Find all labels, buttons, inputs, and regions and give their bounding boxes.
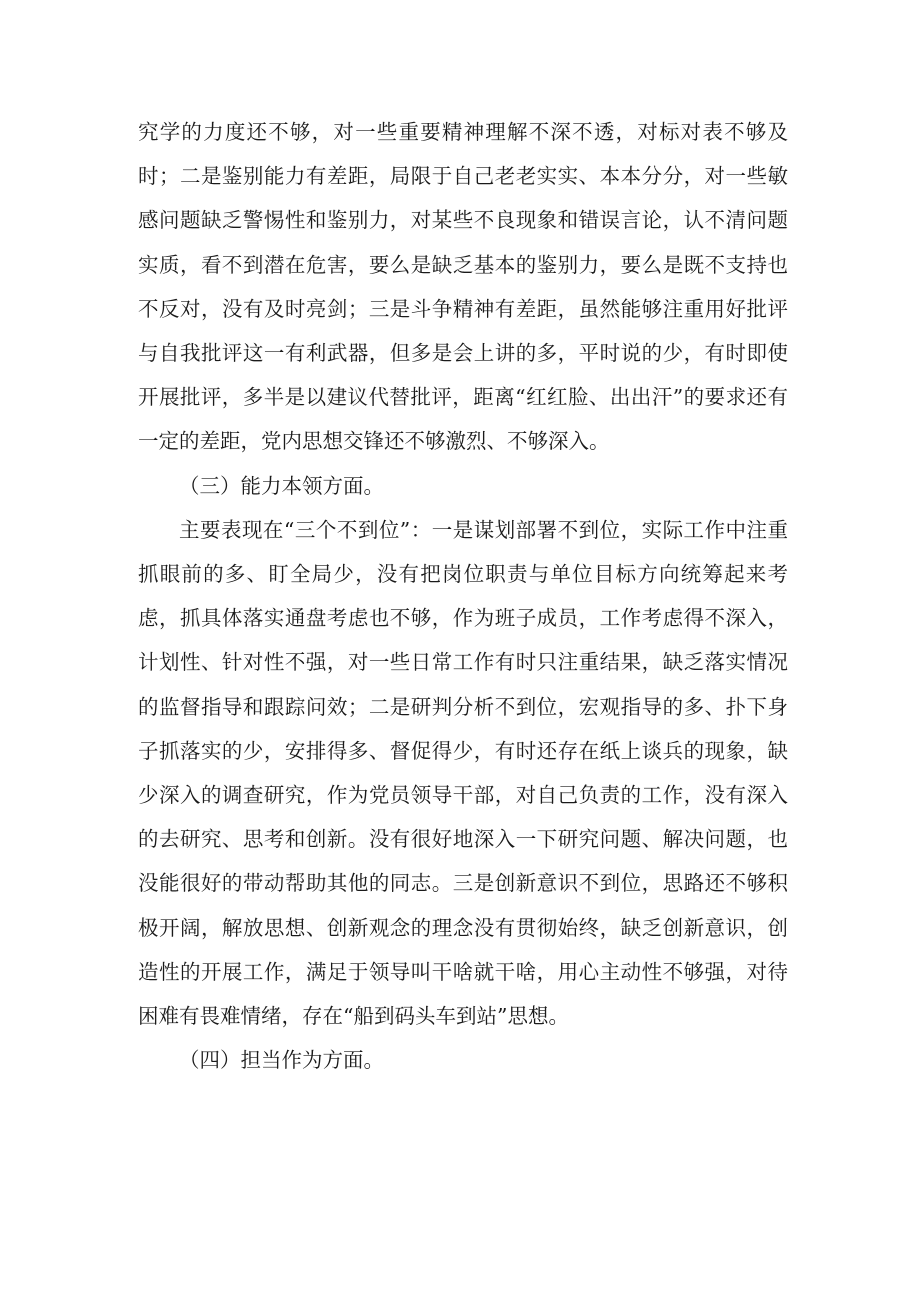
paragraph-continuation: 究学的力度还不够，对一些重要精神理解不深不透，对标对表不够及时；二是鉴别能力有差距，局限于自己老老实实、本本分分，对一些敏感问题缺乏警惕性和鉴别力，对某些不良现象和错误言论，认不清问题实质，看不到潜在危害，要么是缺乏基本的鉴别力，要么是既不支持也不反对，没有及时亮剑；三是斗争精神有差距，虽然能够注重用好批评与自我批评这一有利武器，但多是会上讲的多，平时说的少，有时即使开展批评，多半是以建议代替批评，距离“红红脸、出出汗”的要求还有一定的差距，党内思想交锋还不够激烈、不够深入。 bbox=[138, 120, 788, 454]
document-body bbox=[138, 110, 788, 1082]
section-heading-responsibility: （四）担当作为方面。 bbox=[179, 1048, 384, 1073]
paragraph-ability-body: 主要表现在“三个不到位”：一是谋划部署不到位，实际工作中注重抓眼前的多、盯全局少，没有把岗位职责与单位目标方向统筹起来考虑，抓具体落实通盘考虑也不够，作为班子成员，工作考虑得不深入，计划性、针对性不强，对一些日常工作有时只注重结果，缺乏落实情况的监督指导和跟踪问效；二是研判分析不到位，宏观指导的多、扑下身子抓落实的少，安排得多、督促得少，有时还存在纸上谈兵的现象，缺少深入的调查研究，作为党员领导干部，对自己负责的工作，没有深入的去研究、思考和创新。没有很好地深入一下研究问题、解决问题，也没能很好的带动帮助其他的同志。三是创新意识不到位，思路还不够积极开阔，解放思想、创新观念的理念没有贯彻始终，缺乏创新意识，创造性的开展工作，满足于领导叫干啥就干啥，用心主动性不够强，对待困难有畏难情绪，存在“船到码头车到站”思想。 bbox=[138, 517, 788, 1029]
section-heading-ability: （三）能力本领方面。 bbox=[179, 473, 384, 498]
